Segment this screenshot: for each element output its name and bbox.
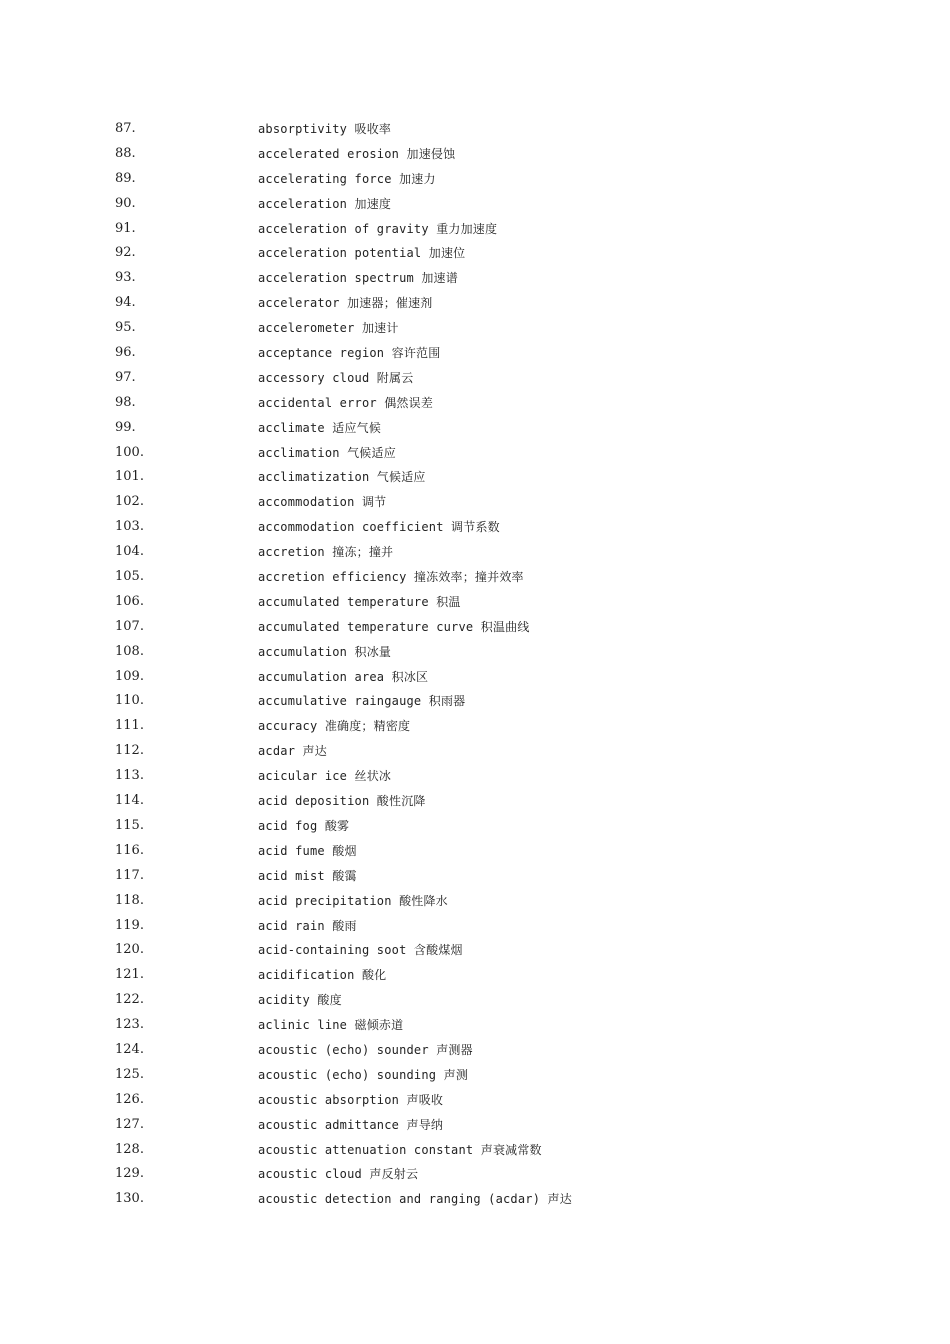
entry-term: acid rain 酸雨: [258, 918, 357, 933]
entry-term: accumulation 积冰量: [258, 644, 392, 659]
glossary-entry: [0, 814, 950, 839]
glossary-entry: [0, 291, 950, 316]
glossary-entry: [0, 490, 950, 515]
glossary-entry: [0, 590, 950, 615]
glossary-entry: [0, 889, 950, 914]
glossary-entry: [0, 167, 950, 192]
entry-number: 122.: [115, 992, 144, 1008]
glossary-entry: [0, 914, 950, 939]
entry-term: acoustic cloud 声反射云: [258, 1167, 419, 1182]
entry-number: 104.: [115, 544, 144, 560]
entry-term: acid deposition 酸性沉降: [258, 794, 426, 809]
glossary-entry: [0, 540, 950, 565]
glossary-entry: [0, 839, 950, 864]
entry-term: accommodation 调节: [258, 495, 387, 510]
glossary-entry-list: [0, 117, 950, 1212]
entry-term: accumulated temperature 积温: [258, 594, 461, 609]
glossary-entry: [0, 1063, 950, 1088]
glossary-entry: [0, 864, 950, 889]
entry-term: accommodation coefficient 调节系数: [258, 520, 500, 535]
entry-number: 88.: [115, 145, 136, 161]
entry-term: accretion efficiency 撞冻效率；撞并效率: [258, 570, 524, 585]
glossary-entry: [0, 1138, 950, 1163]
entry-term: accretion 撞冻；撞并: [258, 545, 394, 560]
entry-number: 92.: [115, 245, 136, 261]
glossary-entry: [0, 714, 950, 739]
glossary-entry: [0, 1187, 950, 1212]
entry-number: 106.: [115, 593, 144, 609]
glossary-entry: [0, 142, 950, 167]
entry-term: acicular ice 丝状冰: [258, 769, 392, 784]
glossary-entry: [0, 615, 950, 640]
glossary-entry: [0, 391, 950, 416]
entry-number: 117.: [115, 867, 144, 883]
entry-number: 94.: [115, 295, 136, 311]
entry-number: 130.: [115, 1191, 144, 1207]
entry-number: 93.: [115, 270, 136, 286]
glossary-entry: [0, 117, 950, 142]
entry-number: 105.: [115, 569, 144, 585]
entry-number: 118.: [115, 892, 144, 908]
entry-number: 120.: [115, 942, 144, 958]
entry-term: accidental error 偶然误差: [258, 395, 434, 410]
entry-term: acceleration of gravity 重力加速度: [258, 221, 498, 236]
glossary-entry: [0, 963, 950, 988]
entry-term: acoustic admittance 声导纳: [258, 1117, 444, 1132]
entry-term: accelerated erosion 加速侵蚀: [258, 146, 456, 161]
glossary-entry: [0, 465, 950, 490]
entry-term: acoustic (echo) sounding 声测: [258, 1067, 469, 1082]
entry-number: 126.: [115, 1091, 144, 1107]
entry-number: 115.: [115, 817, 144, 833]
entry-number: 110.: [115, 693, 144, 709]
entry-term: acidity 酸度: [258, 993, 342, 1008]
entry-term: accumulative raingauge 积雨器: [258, 694, 466, 709]
entry-term: absorptivity 吸收率: [258, 122, 392, 136]
glossary-entry: [0, 739, 950, 764]
entry-term: accessory cloud 附属云: [258, 370, 414, 385]
glossary-entry: [0, 988, 950, 1013]
glossary-entry: [0, 441, 950, 466]
glossary-entry: [0, 789, 950, 814]
entry-number: 129.: [115, 1166, 144, 1182]
entry-term: acceleration potential 加速位: [258, 246, 466, 261]
entry-term: acceptance region 容许范围: [258, 346, 441, 361]
entry-number: 107.: [115, 618, 144, 634]
entry-number: 99.: [115, 419, 136, 435]
entry-number: 111.: [115, 718, 144, 734]
entry-term: acoustic detection and ranging (acdar) 声达: [258, 1192, 572, 1207]
glossary-entry: [0, 366, 950, 391]
entry-term: accumulation area 积冰区: [258, 669, 429, 684]
glossary-entry: [0, 416, 950, 441]
glossary-entry: [0, 1013, 950, 1038]
glossary-entry: [0, 565, 950, 590]
entry-term: accelerating force 加速力: [258, 171, 436, 186]
glossary-entry: [0, 192, 950, 217]
entry-term: acceleration spectrum 加速谱: [258, 271, 458, 286]
glossary-entry: [0, 241, 950, 266]
entry-number: 124.: [115, 1041, 144, 1057]
entry-term: acidification 酸化: [258, 968, 387, 983]
entry-number: 128.: [115, 1141, 144, 1157]
entry-number: 108.: [115, 643, 144, 659]
glossary-entry: [0, 341, 950, 366]
entry-number: 109.: [115, 668, 144, 684]
entry-number: 95.: [115, 320, 136, 336]
entry-term: acid precipitation 酸性降水: [258, 893, 448, 908]
entry-term: acclimatization 气候适应: [258, 470, 426, 485]
entry-number: 90.: [115, 195, 136, 211]
entry-term: acid mist 酸霭: [258, 868, 357, 883]
entry-number: 100.: [115, 444, 144, 460]
entry-number: 116.: [115, 842, 144, 858]
entry-number: 98.: [115, 394, 136, 410]
glossary-entry: [0, 689, 950, 714]
entry-number: 121.: [115, 967, 144, 983]
entry-term: acdar 声达: [258, 744, 327, 759]
glossary-entry: [0, 1088, 950, 1113]
entry-number: 101.: [115, 469, 144, 485]
entry-term: acid fume 酸烟: [258, 843, 357, 858]
entry-number: 97.: [115, 369, 136, 385]
entry-term: accumulated temperature curve 积温曲线: [258, 619, 530, 634]
entry-number: 96.: [115, 345, 136, 361]
entry-number: 119.: [115, 917, 144, 933]
entry-number: 113.: [115, 768, 144, 784]
entry-term: acoustic absorption 声吸收: [258, 1092, 444, 1107]
entry-number: 112.: [115, 743, 144, 759]
entry-number: 125.: [115, 1066, 144, 1082]
glossary-entry: [0, 764, 950, 789]
glossary-entry: [0, 217, 950, 242]
glossary-entry: [0, 938, 950, 963]
entry-number: 102.: [115, 494, 144, 510]
entry-term: accelerometer 加速计: [258, 321, 399, 336]
entry-term: acid-containing soot 含酸煤烟: [258, 943, 463, 958]
entry-number: 91.: [115, 220, 136, 236]
entry-term: acoustic attenuation constant 声衰减常数: [258, 1142, 542, 1157]
glossary-entry: [0, 316, 950, 341]
entry-number: 127.: [115, 1116, 144, 1132]
entry-number: 114.: [115, 793, 144, 809]
entry-term: acclimate 适应气候: [258, 420, 382, 435]
entry-term: acceleration 加速度: [258, 196, 392, 211]
glossary-entry: [0, 515, 950, 540]
glossary-entry: [0, 640, 950, 665]
entry-term: acid fog 酸雾: [258, 818, 350, 833]
entry-term: acoustic (echo) sounder 声测器: [258, 1042, 473, 1057]
entry-number: 87.: [115, 121, 136, 136]
entry-term: acclimation 气候适应: [258, 445, 396, 460]
glossary-entry: [0, 1038, 950, 1063]
entry-number: 123.: [115, 1017, 144, 1033]
entry-term: accuracy 准确度；精密度: [258, 719, 411, 734]
entry-number: 103.: [115, 519, 144, 535]
glossary-entry: [0, 665, 950, 690]
glossary-entry: [0, 1162, 950, 1187]
entry-term: aclinic line 磁倾赤道: [258, 1018, 404, 1033]
glossary-entry: [0, 266, 950, 291]
entry-term: accelerator 加速器；催速剂: [258, 296, 433, 311]
glossary-entry: [0, 1113, 950, 1138]
entry-number: 89.: [115, 170, 136, 186]
